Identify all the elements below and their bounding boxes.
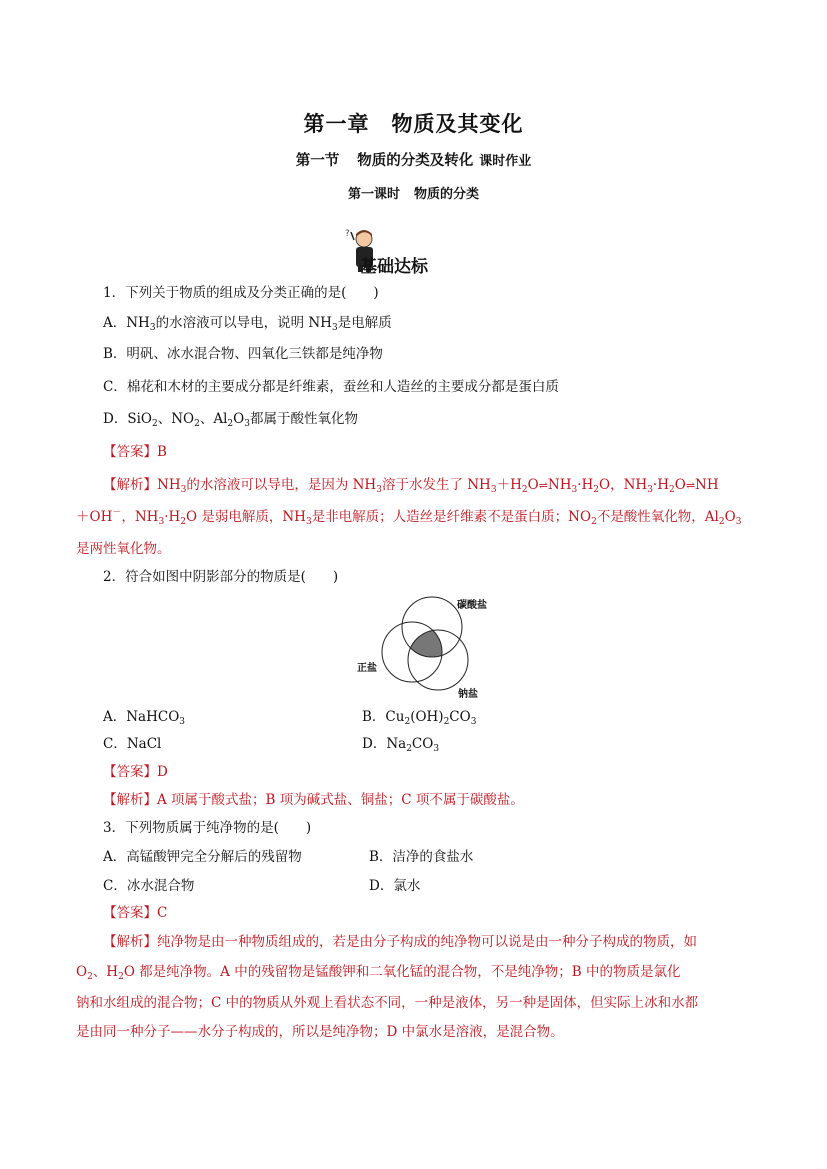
svg-text:?: ? [345,229,350,239]
venn-label-top: 碳酸盐 [457,600,487,611]
q2-option-d: D．$Na_2CO_3$ [362,736,440,754]
q1-analysis-line-2: ＋OH－，$NH_3\cdot H_2O$ 是弱电解质，$NH_3$是非电解质；人造丝是纤维素不是蛋白质；$NO_2$不是酸性氧化物，$Al_2O_3$ [76,508,742,527]
q1-option-d: D．SiO$_2$、$NO_2$、$Al_2O_3$都属于酸性氧化物 [103,411,358,429]
q1-option-c: C．棉花和木材的主要成分都是纤维素，蚕丝和人造丝的主要成分都是蛋白质 [103,379,559,395]
q3-option-c: C．冰水混合物 [103,878,195,894]
q3-analysis-line-1: 【解析】纯净物是由一种物质组成的，若是由分子构成的纯净物可以说是由一种分子构成的物质，如 [103,934,697,950]
chapter-title: 第一章 物质及其变化 [303,111,524,136]
lesson-title: 第一课时 物质的分类 [347,187,480,202]
q2-option-c: C．NaCl [103,736,162,752]
q3-answer: 【答案】C [103,905,168,921]
q3-analysis-line-3: 钠和水组成的混合物；C 中的物质从外观上看状态不同，一种是液体，另一种是固体，但实际上冰和水都 [76,995,699,1011]
q3-option-a: A．高锰酸钾完全分解后的残留物 [103,849,302,865]
question-3-stem: 3．下列物质属于纯净物的是( ) [103,820,312,836]
q3-analysis-line-2: $O_2$、$H_2O$ 都是纯净物。A 中的残留物是锰酸钾和二氧化锰的混合物，不是纯净物；B 中的物质是氯化 [76,964,681,982]
q2-option-b: B．$Cu_2(OH)_2CO_3$ [362,709,477,727]
q3-option-d: D．氯水 [369,878,421,894]
question-2-stem: 2．符合如图中阴影部分的物质是( ) [103,569,339,585]
venn-label-bottom: 钠盐 [458,689,478,700]
q1-analysis-line-3: 是两性氧化物。 [76,541,171,557]
q2-option-a: A．NaHCO$_3$ [103,709,186,727]
q3-analysis-line-4: 是由同一种分子——水分子构成的，所以是纯净物；D 中氯水是溶液，是混合物。 [76,1024,564,1040]
reversible-arrow-icon: ⇌ [538,479,548,492]
q3-option-b: B．洁净的食盐水 [369,849,474,865]
section-title: 第一节 物质的分类及转化 课时作业 [295,152,532,169]
q1-analysis-line-1: 【解析】$NH_3$的水溶液可以导电，是因为 $NH_3$溶于水发生了 $NH_3+H_2O\rightleftharpoons NH_3\cdot H_2O$，$NH_3\cdot H_2O\rightleftharpoons NH$ [103,477,719,495]
q1-option-a: A．$NH_3$的水溶液可以导电，说明 $NH_3$是电解质 [103,315,392,333]
reversible-arrow-icon: ⇌ [685,479,696,492]
banner-label: 基础达标 [360,257,428,277]
q1-option-b: B．明矾、冰水混合物、四氧化三铁都是纯净物 [103,346,383,362]
q2-answer: 【答案】D [103,764,168,780]
venn-label-left: 正盐 [357,663,377,674]
q1-answer: 【答案】B [103,444,167,460]
question-1-stem: 1．下列关于物质的组成及分类正确的是( ) [103,285,379,301]
q2-analysis: 【解析】A 项属于酸式盐；B 项为碱式盐、铜盐；C 项不属于碳酸盐。 [103,792,524,808]
